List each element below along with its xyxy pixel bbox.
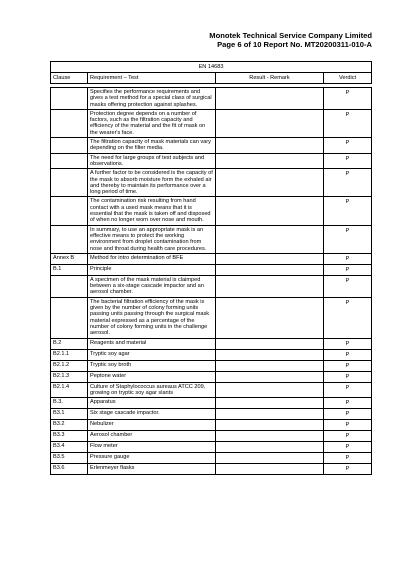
table-row: [51, 138, 372, 154]
table-row: [51, 197, 372, 225]
result-cell: [216, 109, 324, 137]
clause-cell: B3.6: [51, 464, 88, 475]
requirement-cell: The contamination risk resulting from hand contact with a used mask means that it is essential that the mask is taken off and disposed of when no longer worn over nose and mouth.: [88, 197, 216, 225]
clause-cell: B2.1.3: [51, 371, 88, 382]
table-row: [51, 225, 372, 253]
requirement-cell: The filtration capacity of mask materials can vary depending on the filter media.: [88, 138, 216, 154]
table-row: [51, 169, 372, 197]
requirement-cell: Peptone water: [88, 371, 216, 382]
result-cell: [216, 349, 324, 360]
requirement-cell: Six stage cascade impactor.: [88, 409, 216, 420]
result-cell: [216, 169, 324, 197]
result-cell: [216, 338, 324, 349]
requirement-cell: Apparatus: [88, 398, 216, 409]
company-name: Monotek Technical Service Company Limited: [209, 31, 372, 40]
table-row: [51, 420, 372, 431]
requirement-cell: In summary, to use an appropriate mask is an effective means to protect the working environment from droplet contamination from nose and throat during health care procedures.: [88, 225, 216, 253]
table-row: [51, 371, 372, 382]
table-row: [51, 109, 372, 137]
verdict-cell: P: [324, 253, 372, 264]
clause-cell: [51, 297, 88, 338]
result-cell: [216, 138, 324, 154]
requirement-cell: Culture of Staphylococcus aureaus ATCC 209, growing on tryptic soy agar slants: [88, 382, 216, 398]
result-cell: [216, 464, 324, 475]
table-row: [51, 338, 372, 349]
requirement-cell: Method for intro determination of BFE: [88, 253, 216, 264]
table-row: [51, 409, 372, 420]
standard-title-row: [51, 62, 372, 73]
verdict-cell: P: [324, 169, 372, 197]
clause-cell: B3.2: [51, 420, 88, 431]
result-cell: [216, 88, 324, 110]
verdict-cell: P: [324, 88, 372, 110]
result-cell: [216, 453, 324, 464]
table-row: [51, 431, 372, 442]
verdict-cell: P: [324, 464, 372, 475]
requirement-cell: Aerosol chamber: [88, 431, 216, 442]
result-cell: [216, 409, 324, 420]
clause-cell: [51, 225, 88, 253]
column-header-verdict: Verdict: [324, 73, 372, 84]
verdict-cell: P: [324, 382, 372, 398]
table-row: [51, 264, 372, 275]
verdict-cell: P: [324, 453, 372, 464]
verdict-cell: P: [324, 338, 372, 349]
result-cell: [216, 153, 324, 169]
table-row: [51, 253, 372, 264]
column-header-requirement: Requirement – Test: [88, 73, 216, 84]
verdict-cell: P: [324, 225, 372, 253]
requirement-cell: A further factor to be considered is the capacity of the mask to absorb moisture form the exhaled air and thereby to maintain its performance over a long period of time.: [88, 169, 216, 197]
verdict-cell: P: [324, 442, 372, 453]
table-row: [51, 360, 372, 371]
clause-cell: Annex B: [51, 253, 88, 264]
test-results-table: [50, 61, 372, 475]
verdict-cell: P: [324, 264, 372, 275]
clause-cell: [51, 275, 88, 297]
clause-cell: B3.1: [51, 409, 88, 420]
table-row: [51, 297, 372, 338]
requirement-cell: Principle: [88, 264, 216, 275]
requirement-cell: Nebulizer: [88, 420, 216, 431]
requirement-cell: Protection degree depends on a number of factors, such as the filtration capacity and efficiency of the material and the fit of mask on the wearer's face.: [88, 109, 216, 137]
table-row: [51, 88, 372, 110]
clause-cell: B2.1.4: [51, 382, 88, 398]
clause-cell: B.2: [51, 338, 88, 349]
clause-cell: B.1: [51, 264, 88, 275]
report-header: [209, 31, 372, 49]
verdict-cell: P: [324, 109, 372, 137]
requirement-cell: The bacterial filtration efficiency of the mask is given by the number of colony forming units passing units passing through the surgical mask material expressed as a percentage of the number of colony forming units in the challenge aerosol.: [88, 297, 216, 338]
table-row: [51, 382, 372, 398]
clause-cell: [51, 169, 88, 197]
column-header-clause: Clause: [51, 73, 88, 84]
verdict-cell: P: [324, 409, 372, 420]
requirement-cell: The need for large groups of test subjects and observations.: [88, 153, 216, 169]
verdict-cell: P: [324, 275, 372, 297]
clause-cell: B2.1.2: [51, 360, 88, 371]
verdict-cell: P: [324, 349, 372, 360]
column-header-result: Result - Remark: [216, 73, 324, 84]
requirement-cell: Specifies the performance requirements and gives a test method for a special class of surgical masks offering protection against splashes.: [88, 88, 216, 110]
verdict-cell: P: [324, 420, 372, 431]
requirement-cell: Tryptic soy agar: [88, 349, 216, 360]
clause-cell: [51, 197, 88, 225]
clause-cell: [51, 88, 88, 110]
standard-title: EN 14683: [51, 62, 372, 73]
verdict-cell: P: [324, 197, 372, 225]
clause-cell: B3.3: [51, 431, 88, 442]
requirement-cell: Tryptic soy broth: [88, 360, 216, 371]
table-row: [51, 153, 372, 169]
table-row: [51, 464, 372, 475]
result-cell: [216, 275, 324, 297]
clause-cell: B3.4: [51, 442, 88, 453]
clause-cell: B2.1.1: [51, 349, 88, 360]
result-cell: [216, 225, 324, 253]
result-cell: [216, 431, 324, 442]
clause-cell: [51, 153, 88, 169]
requirement-cell: A specimen of the mask material is claimped between a six-stage cascade impactor and an aerosol chamber.: [88, 275, 216, 297]
result-cell: [216, 382, 324, 398]
table-row: [51, 275, 372, 297]
clause-cell: B3.5: [51, 453, 88, 464]
table-row: [51, 398, 372, 409]
verdict-cell: P: [324, 360, 372, 371]
verdict-cell: P: [324, 371, 372, 382]
result-cell: [216, 360, 324, 371]
page-report-number: Page 6 of 10 Report No. MT20200311-010-A: [217, 40, 372, 50]
verdict-cell: P: [324, 297, 372, 338]
verdict-cell: P: [324, 153, 372, 169]
result-cell: [216, 371, 324, 382]
table-row: [51, 453, 372, 464]
result-cell: [216, 197, 324, 225]
column-header-row: [51, 73, 372, 84]
result-cell: [216, 253, 324, 264]
requirement-cell: Erlenmeyer flasks: [88, 464, 216, 475]
clause-cell: [51, 109, 88, 137]
table-row: [51, 349, 372, 360]
verdict-cell: P: [324, 138, 372, 154]
table-row: [51, 442, 372, 453]
requirement-cell: Reagents and material: [88, 338, 216, 349]
requirement-cell: Flow meter: [88, 442, 216, 453]
result-cell: [216, 420, 324, 431]
verdict-cell: P: [324, 398, 372, 409]
verdict-cell: P: [324, 431, 372, 442]
clause-cell: B.3.: [51, 398, 88, 409]
result-cell: [216, 442, 324, 453]
result-cell: [216, 398, 324, 409]
requirement-cell: Pressure gauge: [88, 453, 216, 464]
result-cell: [216, 297, 324, 338]
result-cell: [216, 264, 324, 275]
clause-cell: [51, 138, 88, 154]
